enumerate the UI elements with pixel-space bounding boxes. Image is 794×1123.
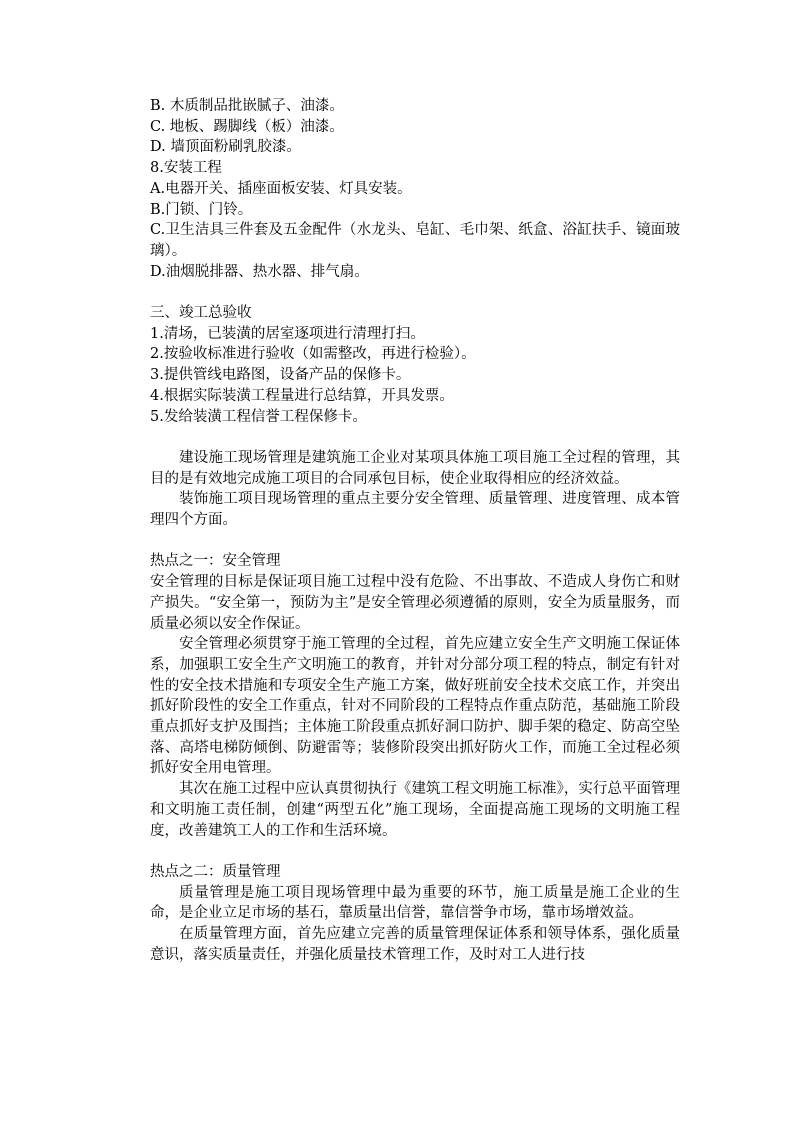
hot-topic-title: 热点之一：安全管理 [150,553,281,570]
spacer [150,841,680,862]
list-item: B.门锁、门铃。 [150,201,253,218]
list-item: 5.发给装潢工程信誉工程保修卡。 [150,408,367,425]
spacer [150,427,680,448]
list-item: 1.清场，已装潢的居室逐项进行清理打扫。 [150,325,425,342]
list-item: D.油烟脱排器、热水器、排气扇。 [150,263,369,280]
list-item: C.卫生洁具三件套及五金配件（水龙头、皂缸、毛巾架、纸盒、浴缸扶手、镜面玻璃）。 [150,222,680,259]
spacer [150,531,680,552]
quality-paragraph: 在质量管理方面，首先应建立完善的质量管理保证体系和领导体系，强化质量意识，落实质量责任，并强化质量技术管理工作，及时对工人进行技 [150,926,680,963]
list-item: C. 地板、踢脚线（板）油漆。 [150,118,344,135]
document-page [150,96,680,965]
intro-paragraph: 装饰施工项目现场管理的重点主要分安全管理、质量管理、进度管理、成本管理四个方面。 [150,491,680,529]
safety-paragraph: 安全管理必须贯穿于施工管理的全过程，首先应建立安全生产文明施工保证体系，加强职工安全生产文明施工的教育，并针对分部分项工程的特点，制定有针对性的安全技术措施和专项安全生产施工方案，做好班前安全技术交底工作，并突出抓好阶段性的安全工作重点，针对不同阶段的工程特点作重点防范，基础施工阶段重点抓好支护及围挡；主体施工阶段重点抓好洞口防护、脚手架的稳定、防高空坠落、高塔电梯防倾倒、防避雷等；装修阶段突出抓好防火工作，而施工全过程必须抓好安全用电管理。 [150,636,680,777]
list-item: 4.根据实际装潢工程量进行总结算，开具发票。 [150,387,454,404]
section-heading: 8.安装工程 [150,160,222,177]
list-item: D. 墙顶面粉刷乳胶漆。 [150,139,301,156]
safety-paragraph: 其次在施工过程中应认真贯彻执行《建筑工程文明施工标准》，实行总平面管理和文明施工责任制，创建“两型五化”施工现场，全面提高施工现场的文明施工程度，改善建筑工人的工作和生活环境。 [150,781,680,839]
list-item: B. 木质制品批嵌腻子、油漆。 [150,98,344,114]
safety-paragraph: 安全管理的目标是保证项目施工过程中没有危险、不出事故、不造成人身伤亡和财产损失。“安全第一，预防为主”是安全管理必须遵循的原则，安全为质量服务，而质量必须以安全作保证。 [150,574,680,632]
section-title: 三、竣工总验收 [150,305,252,322]
intro-paragraph: 建设施工现场管理是建筑施工企业对某项具体施工项目施工全过程的管理，其目的是有效地完成施工项目的合同承包目标，使企业取得相应的经济效益。 [150,449,680,487]
list-item: 2.按验收标准进行验收（如需整改，再进行检验）。 [150,346,476,363]
spacer [150,282,680,303]
list-item: A.电器开关、插座面板安装、灯具安装。 [150,180,412,197]
list-item: 3.提供管线电路图，设备产品的保修卡。 [150,367,411,384]
hot-topic-title: 热点之二：质量管理 [150,863,281,880]
quality-paragraph: 质量管理是施工项目现场管理中最为重要的环节，施工质量是施工企业的生命，是企业立足市场的基石，靠质量出信誉，靠信誉争市场，靠市场增效益。 [150,884,680,922]
